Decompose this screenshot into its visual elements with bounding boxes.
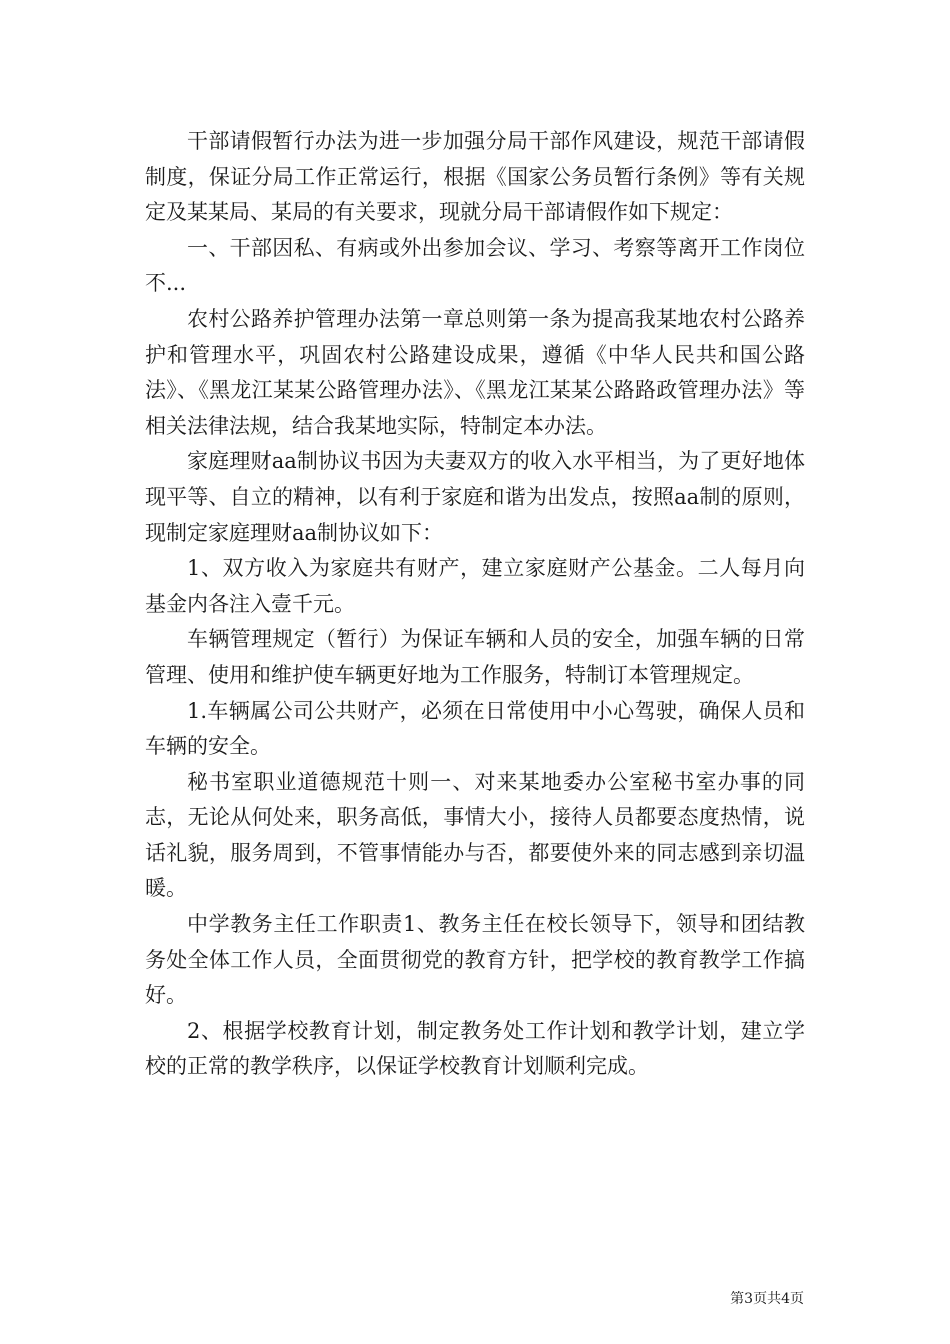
paragraph-secretary-ethics: 秘书室职业道德规范十则一、对来某地委办公室秘书室办事的同志，无论从何处来，职务高低，事情大小，接待人员都要态度热情，说话礼貌，服务周到，不管事情能办与否，都要使外来的同志感到亲切温暖。: [145, 769, 805, 901]
document-body: [145, 124, 805, 1085]
paragraph-rural-road: 农村公路养护管理办法第一章总则第一条为提高我某地农村公路养护和管理水平，巩固农村公路建设成果，遵循《中华人民共和国公路法》、《黑龙江某某公路管理办法》、《黑龙江某某公路路政管理办法》等相关法律法规，结合我某地实际，特制定本办法。: [145, 306, 805, 438]
paragraph-leave-rule-1: 一、干部因私、有病或外出参加会议、学习、考察等离开工作岗位不...: [145, 235, 805, 296]
page-number: 第3页共4页: [730, 1291, 804, 1307]
paragraph-cadre-leave: 干部请假暂行办法为进一步加强分局干部作风建设，规范干部请假制度，保证分局工作正常运行，根据《国家公务员暂行条例》等有关规定及某某局、某局的有关要求，现就分局干部请假作如下规定：: [145, 129, 805, 225]
paragraph-finance-rule-1: 1、双方收入为家庭共有财产，建立家庭财产公基金。二人每月向基金内各注入壹千元。: [145, 556, 805, 616]
paragraph-family-finance: 家庭理财aa制协议书因为夫妻双方的收入水平相当，为了更好地体现平等、自立的精神，以有利于家庭和谐为出发点，按照aa制的原则，现制定家庭理财aa制协议如下：: [145, 449, 805, 545]
paragraph-vehicle-management: 车辆管理规定（暂行）为保证车辆和人员的安全，加强车辆的日常管理、使用和维护使车辆更好地为工作服务，特制订本管理规定。: [145, 627, 805, 687]
paragraph-academic-director: 中学教务主任工作职责1、教务主任在校长领导下，领导和团结教务处全体工作人员，全面贯彻党的教育方针，把学校的教育教学工作搞好。: [145, 912, 805, 1008]
paragraph-academic-rule-2: 2、根据学校教育计划，制定教务处工作计划和教学计划，建立学校的正常的教学秩序，以保证学校教育计划顺利完成。: [145, 1018, 805, 1079]
paragraph-vehicle-rule-1: 1.车辆属公司公共财产，必须在日常使用中小心驾驶，确保人员和车辆的安全。: [145, 698, 805, 759]
